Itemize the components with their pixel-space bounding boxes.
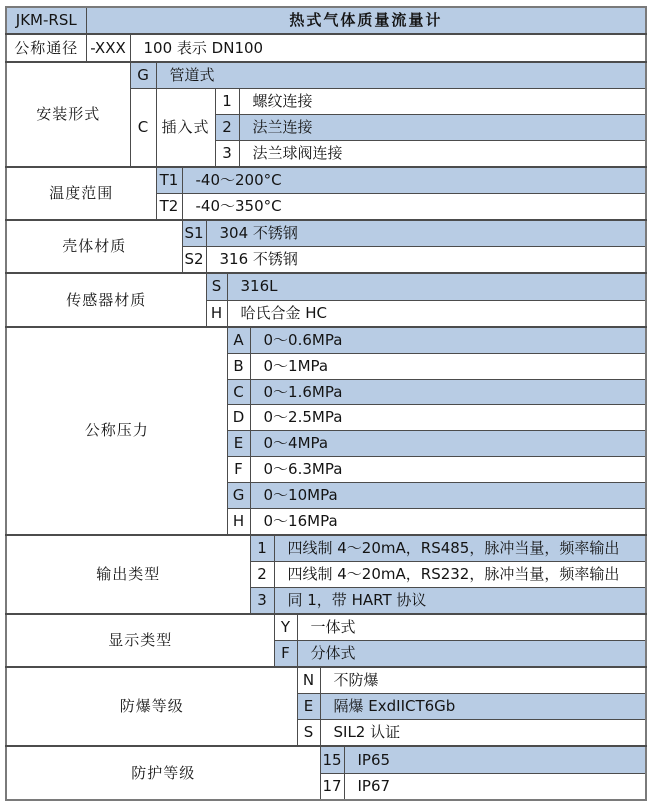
header-row [6, 7, 646, 34]
option-code: E [297, 694, 320, 720]
section-label-install: 安装形式 [6, 62, 130, 167]
option-code: E [227, 431, 250, 457]
option-code: C [130, 89, 156, 167]
row-protection-15 [6, 746, 646, 773]
option-code: -XXX [86, 34, 130, 61]
option-code: D [227, 405, 250, 431]
option-desc: 316L [227, 273, 646, 300]
option-desc: 0～2.5MPa [250, 405, 646, 431]
option-code: N [297, 667, 320, 694]
option-code: T2 [156, 193, 182, 220]
row-diameter [6, 34, 646, 61]
option-desc: IP67 [344, 773, 646, 800]
section-label-sensor-material: 传感器材质 [6, 273, 206, 326]
section-label-diameter: 公称通径 [6, 34, 86, 61]
option-desc: 不防爆 [320, 667, 646, 694]
spec-code-table [5, 6, 647, 801]
option-desc: 0～1.6MPa [250, 379, 646, 405]
row-display-y [6, 614, 646, 641]
option-desc: 四线制 4～20mA，RS232，脉冲当量，频率输出 [274, 562, 646, 588]
section-label-pressure: 公称压力 [6, 327, 227, 535]
sub-label-insertion: 插入式 [156, 89, 215, 167]
option-code: A [227, 327, 250, 354]
option-code: F [274, 641, 297, 668]
option-desc: -40～200°C [182, 167, 646, 194]
option-code: G [227, 482, 250, 508]
option-desc: 隔爆 ExdIICT6Gb [320, 694, 646, 720]
option-code: Y [274, 614, 297, 641]
section-label-display: 显示类型 [6, 614, 274, 667]
model-code: JKM-RSL [6, 7, 86, 34]
row-shell-s1 [6, 220, 646, 247]
option-code: S [206, 273, 227, 300]
option-desc: SIL2 认证 [320, 720, 646, 747]
option-code: G [130, 62, 156, 89]
option-code: H [206, 300, 227, 327]
row-output-1 [6, 535, 646, 562]
section-label-output: 输出类型 [6, 535, 250, 614]
sub-option-desc: 螺纹连接 [239, 89, 646, 115]
sub-option-code: 3 [215, 140, 239, 167]
option-code: S2 [182, 247, 206, 274]
section-label-protection: 防护等级 [6, 746, 320, 800]
option-desc: 316 不锈钢 [206, 247, 646, 274]
row-explosion-n [6, 667, 646, 694]
option-code: B [227, 353, 250, 379]
option-code: 1 [250, 535, 274, 562]
option-code: C [227, 379, 250, 405]
option-desc: 0～0.6MPa [250, 327, 646, 354]
option-desc: -40～350°C [182, 193, 646, 220]
option-desc: 哈氏合金 HC [227, 300, 646, 327]
option-desc: 四线制 4～20mA，RS485，脉冲当量，频率输出 [274, 535, 646, 562]
sub-option-code: 1 [215, 89, 239, 115]
sub-option-desc: 法兰球阀连接 [239, 140, 646, 167]
option-code: 15 [320, 746, 344, 773]
product-title: 热式气体质量流量计 [86, 7, 646, 34]
option-code: T1 [156, 167, 182, 194]
row-pressure-a [6, 327, 646, 354]
option-code: 2 [250, 562, 274, 588]
option-desc: 管道式 [156, 62, 646, 89]
sub-option-desc: 法兰连接 [239, 114, 646, 140]
option-desc: 0～6.3MPa [250, 457, 646, 483]
row-temp-t1 [6, 167, 646, 194]
option-code: 3 [250, 587, 274, 614]
section-label-shell-material: 壳体材质 [6, 220, 182, 273]
option-desc: 0～10MPa [250, 482, 646, 508]
option-code: S1 [182, 220, 206, 247]
option-desc: 100 表示 DN100 [130, 34, 646, 61]
option-desc: 分体式 [297, 641, 646, 668]
option-desc: 0～16MPa [250, 508, 646, 535]
option-desc: 0～1MPa [250, 353, 646, 379]
option-code: F [227, 457, 250, 483]
section-label-temperature: 温度范围 [6, 167, 156, 220]
option-code: S [297, 720, 320, 747]
option-desc: IP65 [344, 746, 646, 773]
option-code: H [227, 508, 250, 535]
option-desc: 304 不锈钢 [206, 220, 646, 247]
row-install-pipe [6, 62, 646, 89]
row-sensor-s [6, 273, 646, 300]
option-code: 17 [320, 773, 344, 800]
section-label-explosion-proof: 防爆等级 [6, 667, 297, 746]
option-desc: 0～4MPa [250, 431, 646, 457]
sub-option-code: 2 [215, 114, 239, 140]
option-desc: 同 1，带 HART 协议 [274, 587, 646, 614]
option-desc: 一体式 [297, 614, 646, 641]
